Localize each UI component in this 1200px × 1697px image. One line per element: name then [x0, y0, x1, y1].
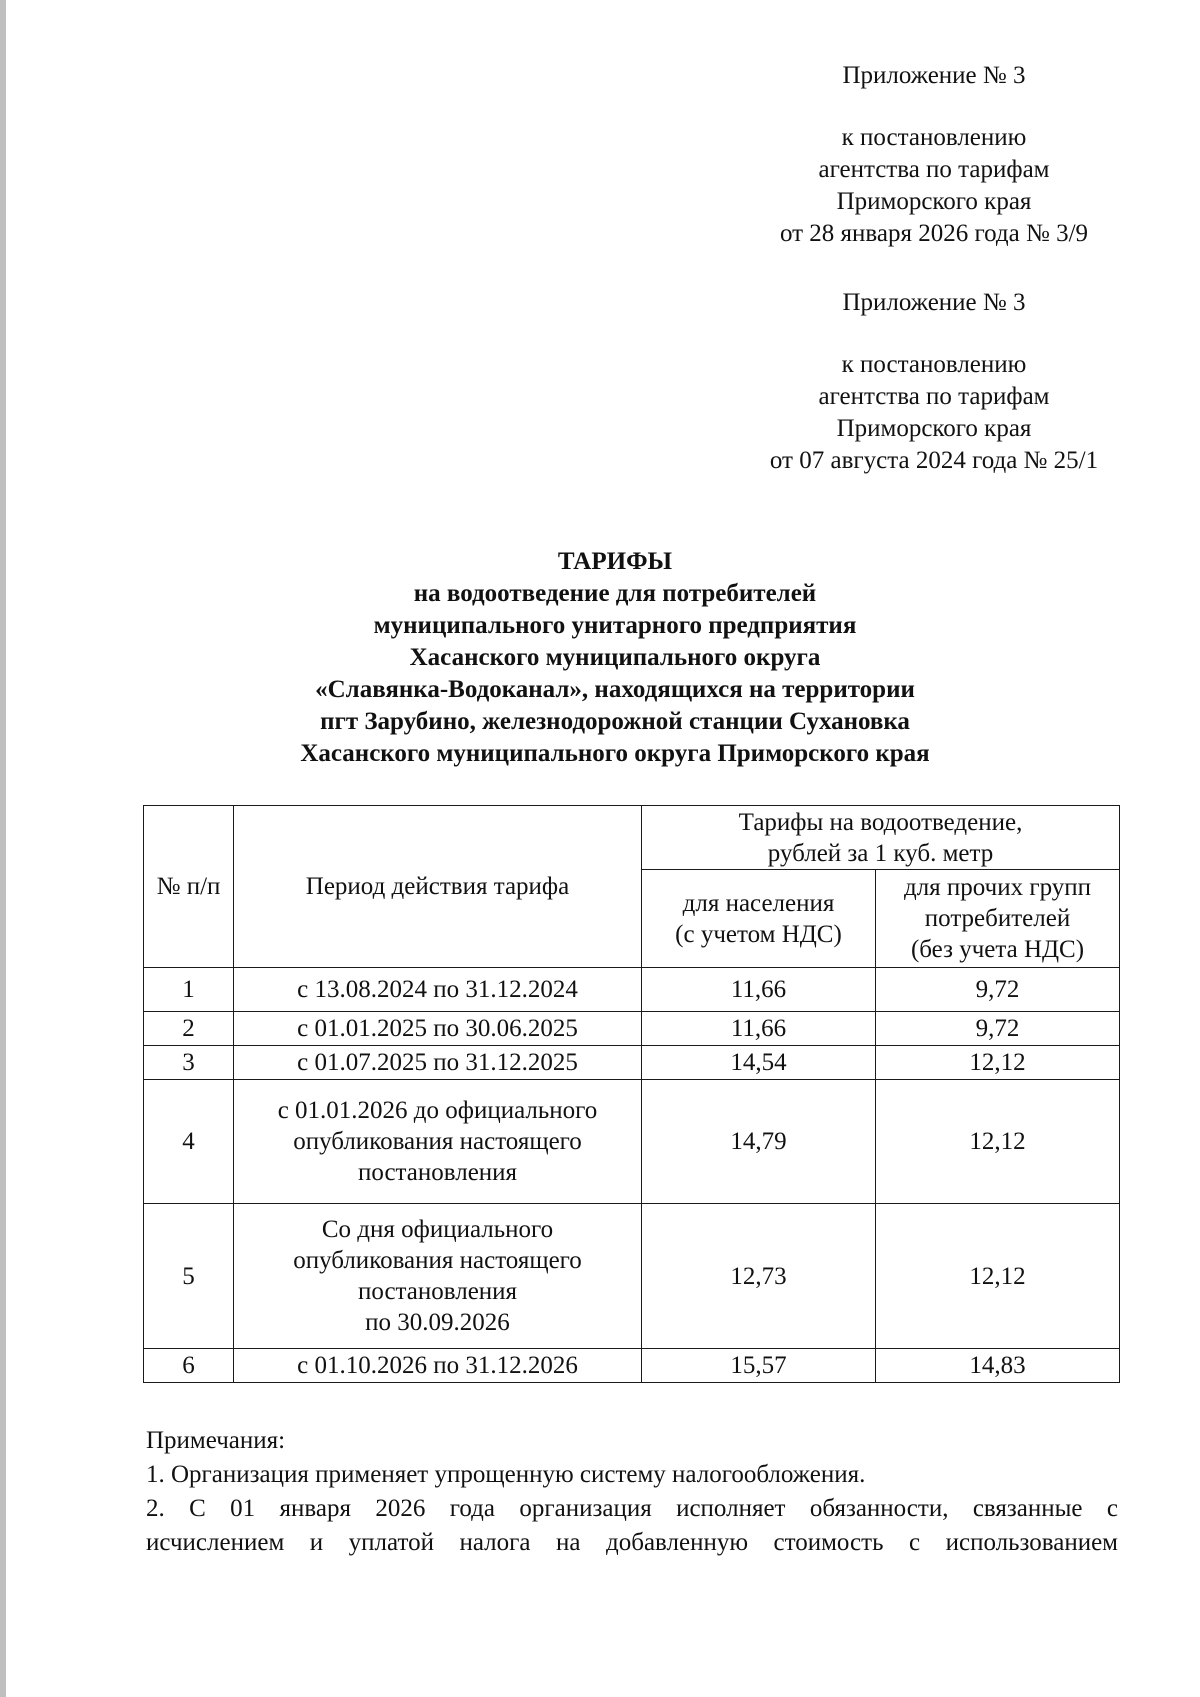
row-period: с 01.01.2025 по 30.06.2025 — [234, 1012, 642, 1046]
header-number: № п/п — [144, 806, 234, 968]
header-population-line: для населения — [682, 889, 835, 917]
note-item-continued: исчислением и уплатой налога на добавленную стоимость с использованием — [146, 1529, 1118, 1556]
row-period: с 01.07.2025 по 31.12.2025 — [234, 1046, 642, 1080]
row-number: 5 — [144, 1204, 234, 1349]
appendix-line: к постановлению — [841, 124, 1027, 151]
row-period-line: постановления — [357, 1278, 518, 1305]
row-tariff-other: 14,83 — [876, 1349, 1120, 1383]
appendix-line: агентства по тарифам — [818, 383, 1050, 410]
row-number: 6 — [144, 1349, 234, 1383]
header-other-line: для прочих групп — [903, 874, 1092, 901]
document-heading — [0, 546, 1200, 770]
table-row — [144, 1046, 1120, 1080]
row-period-line: с 01.01.2026 до официального — [277, 1097, 598, 1124]
row-period-line: по 30.09.2026 — [365, 1309, 510, 1336]
row-tariff-population: 11,66 — [642, 1012, 876, 1046]
appendix-header-current — [714, 60, 1154, 250]
row-tariff-other: 12,12 — [876, 1046, 1120, 1080]
header-population-line: (с учетом НДС) — [675, 920, 842, 948]
header-other-line: (без учета НДС) — [910, 936, 1085, 963]
row-number: 3 — [144, 1046, 234, 1080]
table-row — [144, 1349, 1120, 1383]
row-tariff-population: 12,73 — [642, 1204, 876, 1349]
heading-line: Хасанского муниципального округа Приморского края — [300, 740, 930, 767]
row-tariff-other: 12,12 — [876, 1080, 1120, 1204]
header-population — [642, 870, 876, 968]
header-tariff-group-line: рублей за 1 куб. метр — [767, 839, 994, 867]
row-period: с 13.08.2024 по 31.12.2024 — [234, 968, 642, 1012]
header-other-consumers — [876, 870, 1120, 968]
row-period: с 01.10.2026 по 31.12.2026 — [234, 1349, 642, 1383]
row-tariff-population: 14,54 — [642, 1046, 876, 1080]
appendix-title: Приложение № 3 — [842, 289, 1026, 316]
row-period-line: постановления — [357, 1159, 518, 1186]
row-number: 4 — [144, 1080, 234, 1204]
table-row — [144, 968, 1120, 1012]
heading-line: пгт Зарубино, железнодорожной станции Сухановка — [320, 708, 910, 735]
header-tariff-group — [642, 806, 1120, 870]
notes-section — [146, 1424, 1118, 1560]
heading-line: на водоотведение для потребителей — [413, 580, 817, 607]
document-title: ТАРИФЫ — [557, 548, 673, 575]
header-tariff-group-line: Тарифы на водоотведение, — [738, 808, 1023, 836]
notes-title: Примечания: — [146, 1427, 286, 1454]
header-period: Период действия тарифа — [234, 806, 642, 968]
note-item: 2. С 01 января 2026 года организация исполняет обязанности, связанные с — [146, 1495, 1118, 1522]
appendix-date-line: от 07 августа 2024 года № 25/1 — [769, 447, 1099, 474]
appendix-line: Приморского края — [836, 188, 1032, 215]
row-period — [234, 1204, 642, 1349]
header-other-line: потребителей — [924, 905, 1071, 932]
table-row — [144, 1012, 1120, 1046]
row-tariff-population: 14,79 — [642, 1080, 876, 1204]
appendix-title: Приложение № 3 — [842, 62, 1026, 89]
row-number: 2 — [144, 1012, 234, 1046]
row-tariff-other: 12,12 — [876, 1204, 1120, 1349]
row-period-line: Со дня официального — [321, 1216, 554, 1243]
appendix-line: агентства по тарифам — [818, 156, 1050, 183]
row-tariff-population: 15,57 — [642, 1349, 876, 1383]
appendix-header-original — [714, 287, 1154, 477]
note-item: 1. Организация применяет упрощенную систему налогообложения. — [146, 1461, 866, 1488]
table-header-row — [144, 806, 1120, 870]
heading-line: «Славянка-Водоканал», находящихся на территории — [315, 676, 915, 703]
row-period — [234, 1080, 642, 1204]
tariff-table — [143, 805, 1120, 1383]
table-row — [144, 1204, 1120, 1349]
row-number: 1 — [144, 968, 234, 1012]
row-tariff-other: 9,72 — [876, 1012, 1120, 1046]
table-row — [144, 1080, 1120, 1204]
appendix-line: к постановлению — [841, 351, 1027, 378]
scan-left-edge — [0, 0, 6, 1697]
heading-line: Хасанского муниципального округа — [409, 644, 821, 671]
row-period-line: опубликования настоящего — [293, 1128, 582, 1155]
row-period-line: опубликования настоящего — [293, 1247, 582, 1274]
appendix-date-line: от 28 января 2026 года № 3/9 — [779, 220, 1089, 247]
row-tariff-other: 9,72 — [876, 968, 1120, 1012]
heading-line: муниципального унитарного предприятия — [373, 612, 857, 639]
row-tariff-population: 11,66 — [642, 968, 876, 1012]
appendix-line: Приморского края — [836, 415, 1032, 442]
